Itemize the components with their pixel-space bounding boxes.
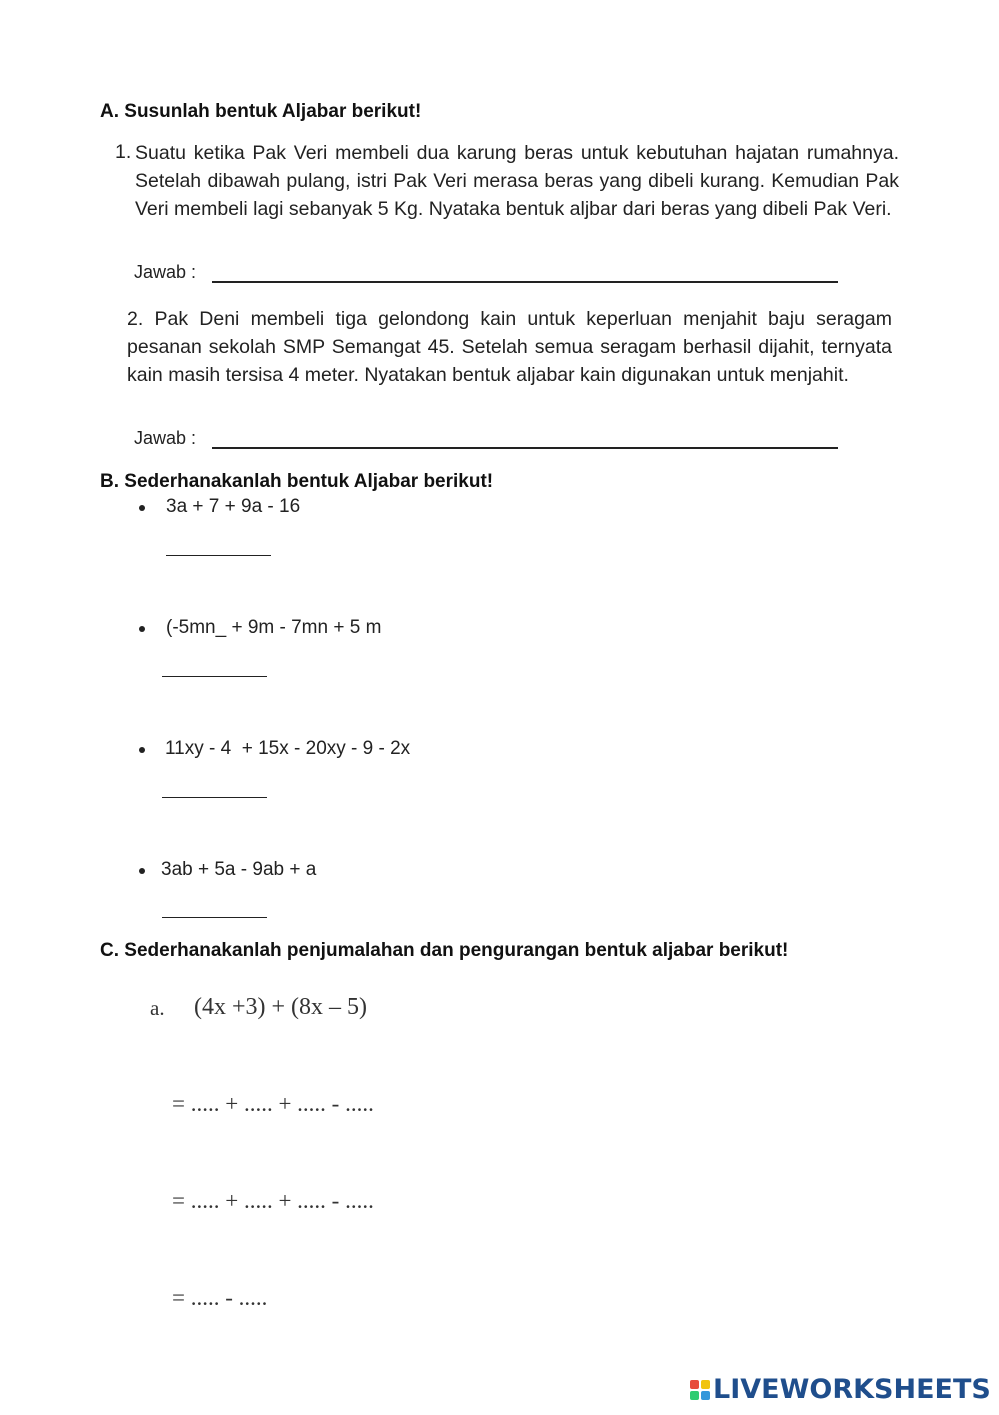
question-2-answer-line[interactable] <box>212 447 838 449</box>
step-1: = ..... + ..... + ..... - ..... <box>172 1091 374 1116</box>
expression-4: 3ab + 5a - 9ab + a <box>161 859 317 880</box>
bullet-icon <box>139 747 145 753</box>
section-c-title: C. Sederhanakanlah penjumalahan dan pengurangan bentuk aljabar berikut! <box>100 940 789 961</box>
bullet-icon <box>139 505 145 511</box>
expression-4-answer-line[interactable] <box>162 917 267 918</box>
expression-2: (-5mn_ + 9m - 7mn + 5 m <box>166 617 382 638</box>
problem-expression: (4x +3) + (8x – 5) <box>194 994 368 1020</box>
question-1-answer-line[interactable] <box>212 281 838 283</box>
bullet-icon <box>139 868 145 874</box>
logo-square <box>701 1380 710 1389</box>
expression-1: 3a + 7 + 9a - 16 <box>166 496 301 517</box>
question-2-answer-label: Jawab : <box>134 428 197 448</box>
section-a-title: A. Susunlah bentuk Aljabar berikut! <box>100 101 422 122</box>
expression-3: 11xy - 4 + 15x - 20xy - 9 - 2x <box>165 738 411 759</box>
logo-text: LIVEWORKSHEETS <box>713 1374 991 1405</box>
expression-3-answer-line[interactable] <box>162 797 267 798</box>
liveworksheets-logo <box>690 1374 991 1405</box>
logo-grid-icon <box>690 1380 710 1400</box>
expression-2-answer-line[interactable] <box>162 676 267 677</box>
question-1-text: Suatu ketika Pak Veri membeli dua karung beras untuk kebutuhan hajatan rumahnya. Setelah dibawah pulang, istri Pak Veri merasa beras yang dibeli kurang. Kemudian Pak Veri membeli lagi sebanyak 5 Kg. Nyataka bentuk aljbar dari beras yang dibeli Pak Veri. <box>135 142 899 220</box>
problem-label: a. <box>150 996 165 1020</box>
question-1-number: 1. <box>115 141 132 163</box>
step-2: = ..... + ..... + ..... - ..... <box>172 1188 374 1213</box>
logo-square <box>690 1380 699 1389</box>
question-2-text: 2. Pak Deni membeli tiga gelondong kain untuk keperluan menjahit baju seragam pesanan sekolah SMP Semangat 45. Setelah semua seragam berhasil dijahit, ternyata kain masih tersisa 4 meter. Nyatakan bentuk aljabar kain digunakan untuk menjahit. <box>127 308 892 386</box>
step-3: = ..... - ..... <box>172 1285 268 1310</box>
section-b-title: B. Sederhanakanlah bentuk Aljabar berikut! <box>100 471 494 492</box>
bullet-icon <box>139 626 145 632</box>
logo-square <box>701 1391 710 1400</box>
logo-square <box>690 1391 699 1400</box>
expression-1-answer-line[interactable] <box>166 555 271 556</box>
question-1-answer-label: Jawab : <box>134 262 197 282</box>
